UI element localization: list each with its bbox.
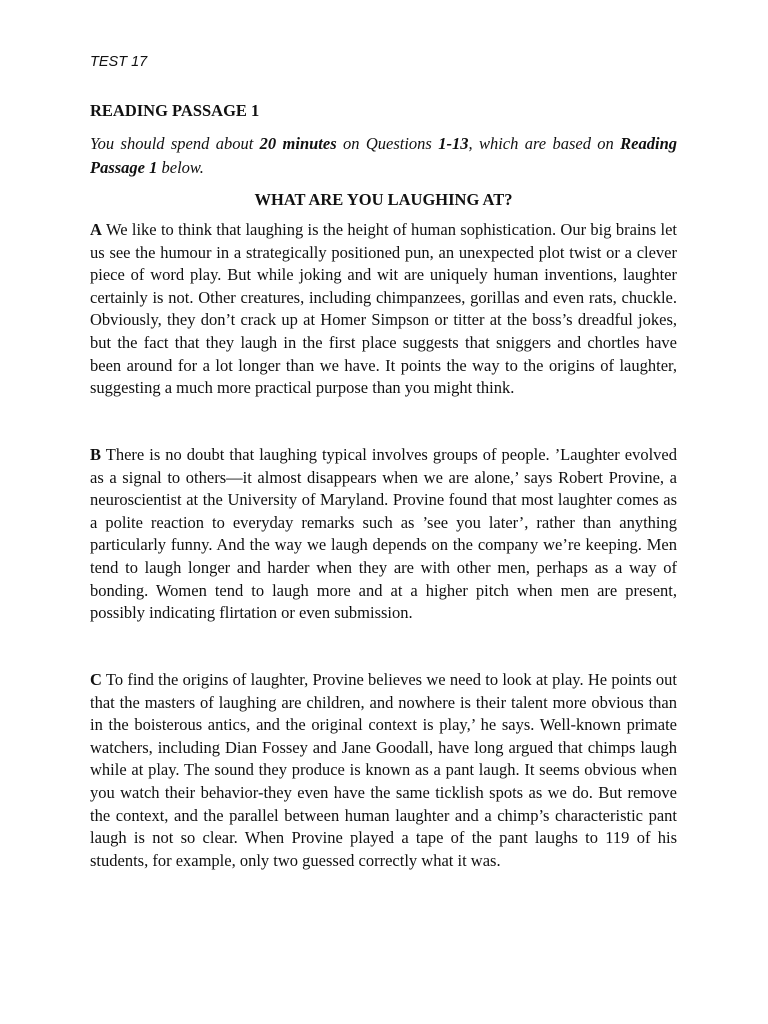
passage-title: WHAT ARE YOU LAUGHING AT? <box>254 190 513 209</box>
paragraph-text: We like to think that laughing is the height of human sophistication. Our big brains let us see the humour in a strategically positioned pun, an unexpected plot twist or a clever piece of word play. But while joking and wit are uniquely human inventions, laughter certainly is not. Other creatures, including chimpanzees, gorillas and even rats, chuckle. Obviously, they don’t crack up at Homer Simpson or titter at the boss’s dreadful jokes, but the fact that they laugh in the first place suggests that sniggers and chortles have been around for a lot longer than we have. It points the way to the origins of laughter, suggesting a much more practical purpose than you might think. <box>90 220 677 398</box>
paragraph-a <box>90 219 677 400</box>
instructions-minutes: 20 minutes <box>259 134 337 153</box>
section-heading: READING PASSAGE 1 <box>90 101 260 120</box>
paragraph-letter: A <box>90 220 102 239</box>
instructions-text-1: You should spend about <box>90 134 260 153</box>
paragraph-c <box>90 669 677 872</box>
paragraph-letter: B <box>90 445 102 464</box>
instructions <box>90 132 677 180</box>
paragraph-text: To find the origins of laughter, Provine believes we need to look at play. He points out that the masters of laughing are children, and nowhere is their talent more obvious than in the boisterous antics, and the original context is play,’ he says. Well-known primate watchers, including Dian Fossey and Jane Goodall, have long argued that chimps laugh while at play. The sound they produce is known as a pant laugh. It seems obvious when you watch their behavior-they even have the same ticklish spots as we do. But remove the context, and the parallel between human laughter and a chimp’s characteristic pant laugh is not so clear. When Provine played a tape of the pant laughs to 119 of his students, for example, only two guessed correctly what it was. <box>90 670 678 870</box>
instructions-text-2: on Questions <box>336 134 439 153</box>
instructions-questions: 1-13 <box>438 134 469 153</box>
paragraph-b <box>90 444 677 625</box>
instructions-text-4: below. <box>157 158 204 177</box>
instructions-passage-ref: Reading Passage 1 <box>90 134 678 177</box>
instructions-text-3: , which are based on <box>468 134 621 153</box>
test-label: TEST 17 <box>90 54 148 70</box>
paragraph-letter: C <box>90 670 102 689</box>
paragraph-text: There is no doubt that laughing typical involves groups of people. ’Laughter evolved as a signal to others—it almost disappears when we are alone,’ says Robert Provine, a neuroscientist at the University of Maryland. Provine found that most laughter comes as a polite reaction to everyday remarks such as ’see you later’, rather than anything particularly funny. And the way we laugh depends on the company we’re keeping. Men tend to laugh longer and harder when they are with other men, perhaps as a way of bonding. Women tend to laugh more and at a higher pitch when men are present, possibly indicating flirtation or even submission. <box>90 445 677 623</box>
